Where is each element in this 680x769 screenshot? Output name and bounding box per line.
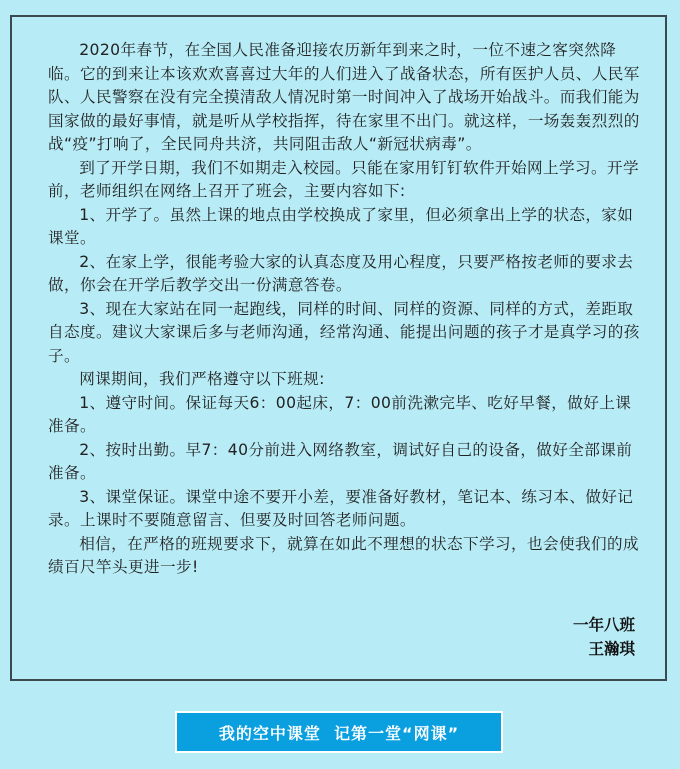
paragraph: 3、现在大家站在同一起跑线，同样的时间、同样的资源、同样的方式，差距取自态度。建议大家课后多与老师沟通，经常沟通、能提出问题的孩子才是真学习的孩子。: [48, 299, 640, 365]
paragraph: 1、遵守时间。保证每天6：00起床，7：00前洗漱完毕、吃好早餐，做好上课准备。: [48, 393, 632, 435]
paragraph: 2020年春节，在全国人民准备迎接农历新年到来之时，一位不速之客突然降临。它的到来让本该欢欢喜喜过大年的人们进入了战备状态，所有医护人员、人民军队、人民警察在没有完全摸清敌人情况时第一时间冲入了战场开始战斗。而我们能为国家做的最好事情，就是听从学校指挥，待在家里不出门。就这样，一场轰轰烈烈的战“疫”打响了，全民同舟共济，共同阻击敌人“新冠状病毒”。: [48, 41, 640, 153]
paragraph: 相信，在严格的班规要求下，就算在如此不理想的状态下学习，也会使我们的成绩百尺竿头更进一步!: [48, 534, 639, 576]
article-box: [10, 15, 667, 681]
paragraph: 1、开学了。虽然上课的地点由学校换成了家里，但必须拿出上学的状态，家如课堂。: [48, 205, 634, 247]
article-body: [48, 39, 640, 580]
title-banner-label: 我的空中课堂 记第一堂“网课”: [218, 723, 460, 743]
paragraph: 3、课堂保证。课堂中途不要开小差，要准备好教材，笔记本、练习本、做好记录。上课时不要随意留言、但要及时回答老师问题。: [48, 487, 634, 529]
paragraph: 2、在家上学，很能考验大家的认真态度及用心程度，只要严格按老师的要求去做，你会在开学后教学交出一份满意答卷。: [48, 252, 634, 294]
title-banner-button[interactable]: [175, 711, 503, 753]
paragraph: 到了开学日期，我们不如期走入校园。只能在家用钉钉软件开始网上学习。开学前，老师组织在网络上召开了班会，主要内容如下:: [48, 158, 639, 200]
signature: [573, 614, 635, 661]
signature-author: 王瀚琪: [588, 639, 635, 658]
signature-class: 一年八班: [572, 616, 635, 634]
paragraph: 2、按时出勤。早7：40分前进入网络教室，调试好自己的设备，做好全部课前准备。: [48, 440, 633, 482]
paragraph: 网课期间，我们严格遵守以下班规:: [79, 370, 325, 388]
